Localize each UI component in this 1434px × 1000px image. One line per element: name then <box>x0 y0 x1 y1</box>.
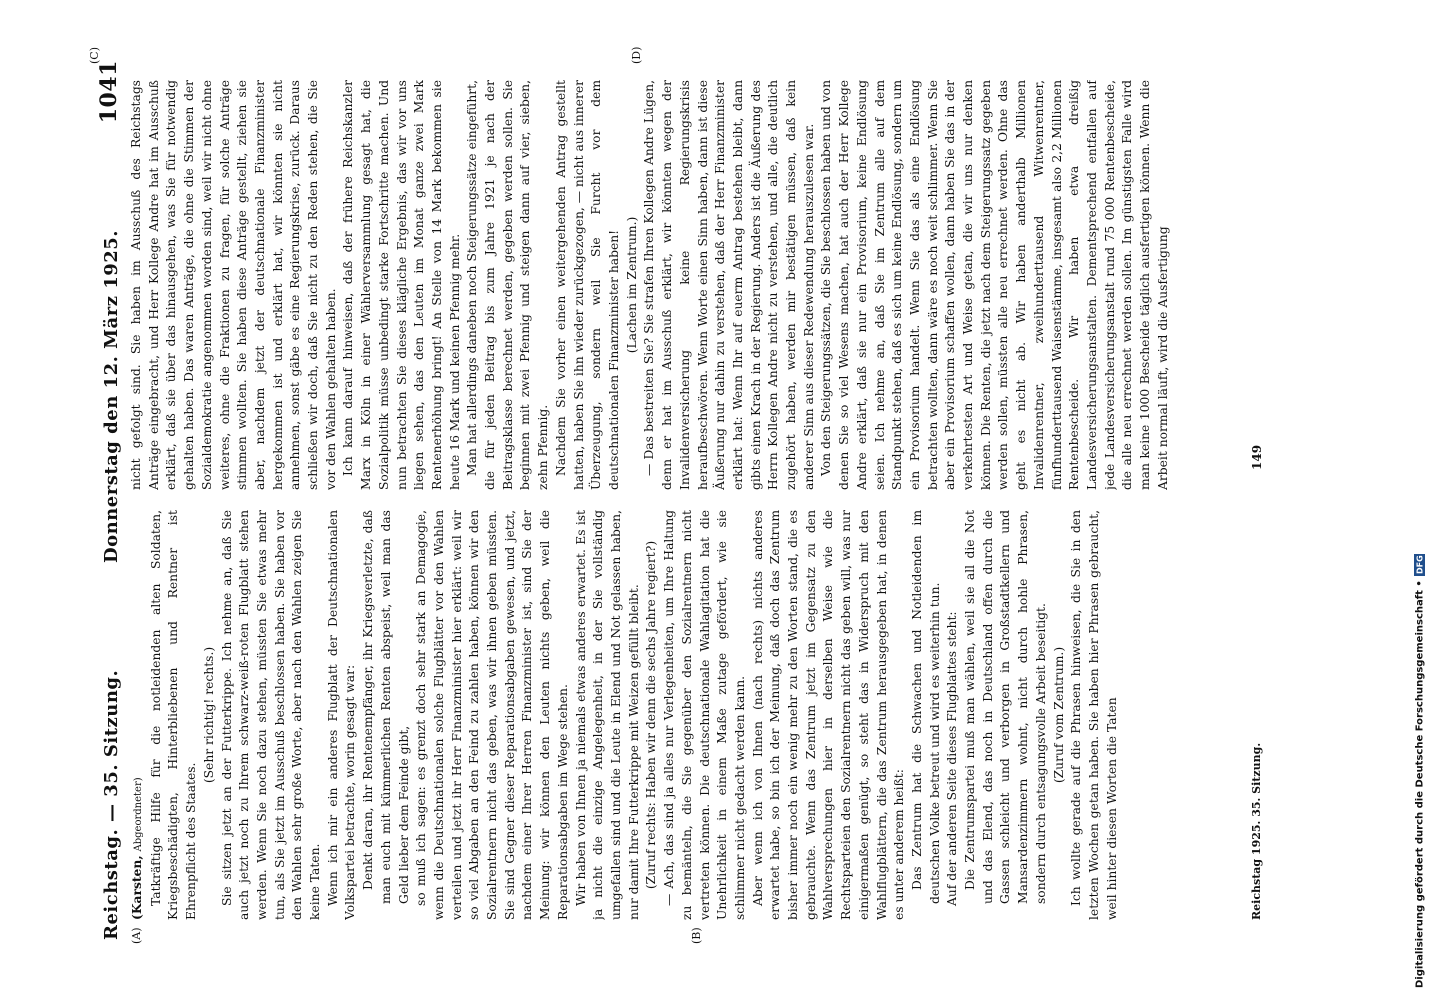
margin-marker-a: (A) <box>130 927 143 944</box>
paragraph: Sie sitzen jetzt an der Futterkrippe. Ich nehme an, daß Sie auch jetzt noch zu Ihrem schwarz-weiß-roten Flugblatt stehen werden. Wenn Sie noch dazu stehen, müssten Sie etwas mehr tun, als Sie jetzt im Ausschuß beschlossen haben. Sie haben vor den Wahlen sehr große Worte, aber nach den Wahlen zeigen Sie keine Taten. <box>219 510 323 920</box>
interjection: (Lachen im Zentrum.) <box>624 216 639 354</box>
speaker-role: Abgeordneter) <box>133 777 144 852</box>
dfg-logo: DFG <box>1415 555 1425 575</box>
margin-marker-d: (D) <box>630 46 643 64</box>
header-left: Reichstag. — 35. Sitzung. <box>101 669 122 940</box>
footer-code: 149 <box>1250 444 1264 470</box>
running-head <box>82 60 122 940</box>
paragraph: nicht gefolgt sind. Sie haben im Ausschuß des Reichstags Anträge eingebracht, und Herr Kollege Andre hat im Ausschuß erklärt, daß sie über das hinausgehen, was Sie für notwendig gehalten haben. Das waren Anträge, die ohne die Stimmen der Sozialdemokratie angenommen worden sind, weil wir nicht ohne weiteres, ohne die Fraktionen zu fragen, für solche Anträge stimmen wollten. Sie haben diese Anträge gestellt, ziehen sie aber, nachdem jetzt der deutschnationale Finanzminister hergekommen ist und erklärt hat, wir könnten sie nicht annehmen, sonst gäbe es eine Regierungskrise, zurück. Daraus schließen wir doch, daß Sie nicht zu den Reden stehen, die Sie vor den Wahlen gehalten haben. <box>129 80 338 490</box>
paragraph: Wenn ich mir ein anderes Flugblatt der Deutschnationalen Volkspartei betrachte, worin gesagt war: <box>325 510 358 920</box>
interjection: (Zuruf vom Zentrum.) <box>1051 646 1066 784</box>
left-column <box>128 510 1228 920</box>
paragraph: Von den Steigerungssätzen, die Sie beschlossen haben und von denen Sie so viel Wesens machen, hat auch der Herr Kollege Andre erklärt, daß sie nur ein Provisorium, keine Endlösung seien. Ich nehme an, daß Sie im Zentrum alle auf dem Standpunkt stehen, daß es sich um keine Endlösung, sondern um ein Provisorium handelt. Wenn Sie das als eine Endlösung betrachten wollten, dann wäre es noch weit schlimmer. Wenn Sie aber ein Provisorium schaffen wollen, dann haben Sie das in der verkehrtesten Art und Weise getan, die wir uns nur denken können. Die Renten, die jetzt nach dem Steigerungssatz gegeben werden sollen, müssten alle neu errechnet werden. Ohne das geht es nicht ab. Wir haben anderthalb Millionen Invalidenrentner, zweihunderttausend Witwenrentner, fünfhunderttausend Waisenstämme, insgesamt also 2,2 Millionen Rentenbescheide. Wir haben etwa dreißig Landesversicherungsanstalten. Dementsprechend entfallen auf jede Landesversicherungsanstalt rund 75 000 Rentenbescheide, die alle neu errechnet werden sollen. Im günstigsten Falle wird man keine 1000 Bescheide täglich ausfertigen können. Wenn die Arbeit normal läuft, wird die Ausfertigung <box>819 80 1170 490</box>
footer-session: Reichstag 1925. 35. Sitzung. <box>1250 742 1263 920</box>
paragraph: — Das bestreiten Sie? Sie strafen Ihren Kollegen Andre Lügen, denn er hat im Ausschuß erklärt, wir könnten wegen der Invalidenversicherung keine Regierungskrisis heraufbeschwören. Wenn Worte einen Sinn haben, dann ist diese Äußerung nur dahin zu verstehen, daß der Herr Finanzminister erklärt hat: Wenn Ihr auf euerm Antrag bestehen bleibt, dann gibts einen Krach in der Regierung. Anders ist die Äußerung des Herrn Kollegen Andre nicht zu verstehen, und alle, die deutlich zugehört haben, werden mir bestätigen müssen, daß kein anderer Sinn aus dieser Redewendung herauszulesen war. <box>642 80 816 490</box>
paragraph: Tatkräftige Hilfe für die notleidenden alten Soldaten, Kriegsbeschädigten, Hinterbliebenen und Rentner ist Ehrenpflicht des Staates. <box>148 510 199 920</box>
paragraph: so muß ich sagen: es grenzt doch sehr stark an Demagogie, wenn die Deutschnationalen solche Flugblätter vor den Wahlen verteilen und jetzt ihr Herr Finanzminister hier erklärt: weil wir so viel Abgaben an den Feind zu zahlen haben, können wir den Sozialrentnern nicht das geben, was wir ihnen geben müssten. Sie sind Gegner dieser Reparationsabgaben gewesen, und jetzt, nachdem einer Ihrer Herren Finanzminister ist, sind Sie der Meinung: wir können den Leuten nichts geben, weil die Reparationsabgaben im Wege stehen. <box>414 510 570 920</box>
interjection: (Sehr richtig! rechts.) <box>201 646 216 784</box>
interjection: (Zuruf rechts: Haben wir denn die sechs Jahre regiert?) <box>644 540 659 890</box>
speaker-name: (Karsten, <box>129 855 144 920</box>
digitization-note <box>1412 12 1428 988</box>
paragraph: Ich wollte gerade auf die Phrasen hinweisen, die Sie in den letzten Wochen getan haben. Sie haben hier Phrasen gebraucht, weil hinter diesen Worten die Taten <box>1069 510 1119 920</box>
paragraph: Auf der anderen Seite dieses Flugblattes steht: <box>945 611 960 906</box>
paragraph: Wir haben von Ihnen ja niemals etwas anderes erwartet. Es ist ja nicht die einzige Angelegenheit, in der Sie vollständig umgefallen sind und die Leute in Elend und Not gelassen haben, nur damit Ihre Futterkrippe mit Weizen gefüllt bleibt. <box>573 510 641 920</box>
margin-marker-b: (B) <box>690 927 703 944</box>
margin-marker-c: (C) <box>88 47 101 64</box>
digitization-text: Digitalisierung gefördert durch die Deutsche Forschungsgemeinschaft • <box>1414 580 1426 988</box>
paragraph: Aber wenn ich von Ihnen (nach rechts) nichts anderes erwartet habe, so bin ich der Meinung, daß doch das Zentrum bisher immer noch ein wenig mehr zu den Worten stand, die es gebrauchte. Wenn das Zentrum jetzt im Gegensatz zu den Wahlversprechungen hier in derselben Weise wie die Rechtsparteien den Sozialrentnern nicht das geben will, was nur einigermaßen genügt, so steht das in Widerspruch mit den Wahlflugblättern, die das Zentrum herausgegeben hat, in denen es unter anderem heißt: <box>750 510 907 920</box>
header-date: Donnerstag den 12. März 1925. <box>101 229 122 564</box>
quoted-text: Das Zentrum hat die Schwachen und Notleidenden im deutschen Volke betreut und wird es weiterhin tun. <box>909 510 942 904</box>
paragraph: Ich kann darauf hinweisen, daß der frühere Reichskanzler Marx in Köln in einer Wählerversammlung gesagt hat, die Sozialpolitik müsse unbedingt starke Fortschritte machen. Und nun betrachten Sie dieses klägliche Ergebnis, das wir vor uns liegen sehen, das den Leuten im Monat ganze zwei Mark Rentenerhöhung bringt! An Stelle von 14 Mark bekommen sie heute 16 Mark und keinen Pfennig mehr. <box>341 80 462 490</box>
paragraph: — Ach, das sind ja alles nur Verlegenheiten, um Ihre Haltung zu bemänteln, die Sie gegenüber den Sozialrentnern nicht vertreten können. Die deutschnationale Wahlagitation hat die Unehrlichkeit in einem Maße zutage gefördert, wie sie schlimmer nicht gedacht werden kann. <box>662 510 747 920</box>
speaker-line <box>128 510 148 920</box>
paragraph: Man hat allerdings daneben noch Steigerungssätze eingeführt, die für jeden Beitrag bis zum Jahre 1921 je nach der Beitragsklasse berechnet werden, gegeben werden sollen. Sie beginnen mit zwei Pfennig und steigen dann auf vier, sieben, zehn Pfennig. <box>465 80 551 490</box>
paragraph: Nachdem Sie vorher einen weitergehenden Antrag gestellt hatten, haben Sie ihn wieder zurückgezogen, — nicht aus innerer Überzeugung, sondern weil Sie Furcht vor dem deutschnationalen Finanzminister haben! <box>553 80 621 490</box>
right-column <box>128 80 1228 490</box>
page-number: 1041 <box>96 60 122 124</box>
quoted-text: Die Zentrumspartei muß man wählen, weil sie all die Not und das Elend, das noch in Deutschland offen durch die Gassen schleicht und verborgen in Großstadtkellern und Mansardenzimmern wohnt, nicht durch hohle Phrasen, sondern durch entsagungsvolle Arbeit beseitigt. <box>963 510 1048 904</box>
quoted-text: Denkt daran, ihr Rentenempfänger, ihr Kriegsverletzte, daß man euch mit kümmerlichen Renten abspeist, weil man das Geld lieber dem Feinde gibt, <box>361 510 411 904</box>
